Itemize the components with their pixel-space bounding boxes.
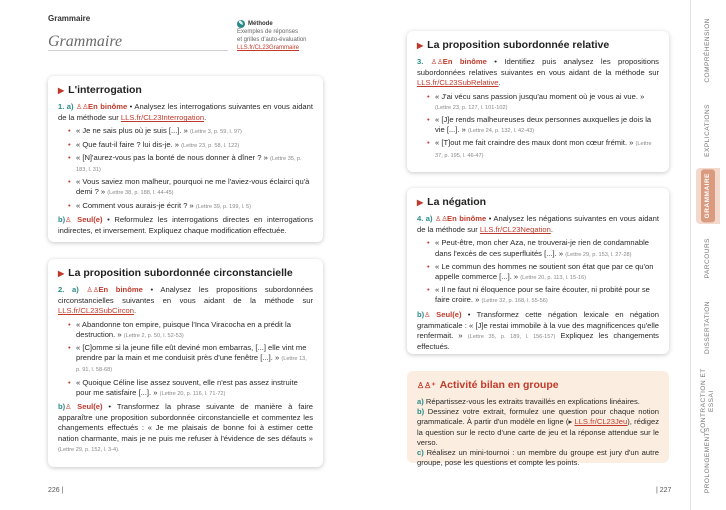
- tab-contraction[interactable]: CONTRACTION ET ESSAI: [700, 368, 715, 434]
- binome-label: En binôme: [442, 57, 487, 66]
- list-item: • « Abandonne ton empire, puisque l'Inca Viracocha en a prédit la destruction. » (Lettre 2, p. 50, l. 52-53): [68, 320, 313, 341]
- question-text: • Analysez les interrogations suivantes en vous aidant de la méthode sur: [58, 102, 313, 123]
- tab-grammaire[interactable]: GRAMMAIRE: [696, 168, 720, 224]
- person-icon: ♙: [65, 216, 72, 224]
- methode-line2: et grilles d'auto-évaluation: [237, 37, 307, 43]
- question-number: 4. a): [417, 214, 433, 223]
- triangle-right-icon: ▶: [58, 85, 65, 95]
- section-title: La négation: [427, 196, 487, 208]
- question-text: • Analysez les négations suivantes en vous aidant de la méthode sur: [417, 214, 659, 235]
- methode-title: Méthode: [248, 21, 273, 27]
- seul-label: Seul(e): [77, 402, 103, 412]
- pair-icon: ♙♙: [76, 104, 89, 111]
- tab-explications[interactable]: EXPLICATIONS: [704, 103, 711, 157]
- question-number: b): [417, 309, 425, 319]
- question-number: 2. a): [58, 285, 79, 294]
- card-bilan: [407, 371, 669, 468]
- tab-parcours[interactable]: PARCOURS: [704, 237, 711, 279]
- section-title: L'interrogation: [68, 84, 142, 96]
- card-relative: ▶ La proposition subordonnée relative 3. ♙♙En binôme • Identifiez puis analysez les propositions subordonnées relatives suivantes en vous aidant de la méthode sur LLS.fr/CL23SubRelative. • « J'ai vécu sans passion jusqu'au moment où je vous ai vue. » (Lettre 23, p. 127, l. 101-102) • « [J]e rends malheureuses deux personnes auxquelles je dois la vie [...]. » (Lettre 24, p. 132, l. 42-43) • « [T]out me fait craindre des maux dont mon cœur frémit. » (Lettre 37, p. 195, l. 46-47): [407, 31, 669, 172]
- seul-label: Seul(e): [436, 309, 462, 319]
- question-number: b): [58, 402, 66, 412]
- card-interrogation: ▶ L'interrogation 1. a) ♙♙En binôme • Analysez les interrogations suivantes en vous aidant de la méthode sur LLS.fr/CL23Interrogation. • « Je ne sais plus où je suis [...]. » (Lettre 3, p. 59, l. 97) • « Que faut-il faire ? lui dis-je. » (Lettre 23, p. 58, l. 122) • « [N]'aurez-vous pas la bonté de nous donner à dîner ? » (Lettre 35, p. 183, l. 31) • « Vous saviez mon malheur, pourquoi ne me l'aviez-vous éclairci qu'à demi ? » (Lettre 38, p. 188, l. 44-45) • « Comment vous aurais-je écrit ? » (Lettre 39, p. 199, l. 5) b)♙ Seul(e) • Reformulez les interrogations directes en interrogations indirectes, et inversement. Expliquez chaque modification effectuée.: [48, 76, 323, 242]
- page-title: Grammaire: [48, 33, 123, 50]
- list-item: • « Comment vous aurais-je écrit ? » (Lettre 39, p. 199, l. 5): [68, 201, 313, 212]
- question-text-end: Expliquez les changements effectués.: [417, 331, 659, 352]
- page-number-left: 226 |: [48, 487, 64, 494]
- page-number-right: | 227: [656, 487, 672, 494]
- triangle-right-icon: ▶: [58, 268, 65, 278]
- list-item: • « Vous saviez mon malheur, pourquoi ne me l'aviez-vous éclairci qu'à demi ? » (Lettre 38, p. 188, l. 44-45): [68, 177, 313, 198]
- item-letter: a): [417, 397, 424, 406]
- list-item: • « [C]omme si la jeune fille eût deviné mon embarras, [...] elle vint me prendre par la main et me conduisit près d'une fenêtre [...]. » (Lettre 13, p. 91, l. 58-68): [68, 343, 313, 376]
- list-item: • « Il ne faut ni éloquence pour se faire écouter, ni probité pour se faire croire. » (Lettre 32, p. 168, l. 55-56): [427, 285, 659, 306]
- question-text: • Transformez cette négation lexicale en négation grammaticale : « [J]e restai immobile à la vue des magnificences qu'elle renfermait. »: [417, 309, 659, 341]
- list-item: • « Quoique Céline lise assez souvent, elle n'est pas assez instruite pour me satisfaire [...]. » (Lettre 20, p. 116, l. 71-72): [68, 378, 313, 399]
- negation-link[interactable]: LLS.fr/CL23Negation: [479, 225, 551, 235]
- reference: (Lettre 29, p. 152, l. 3-4).: [58, 446, 120, 453]
- example-list: [68, 320, 313, 399]
- card-negation: ▶ La négation 4. a) ♙♙En binôme • Analysez les négations suivantes en vous aidant de la méthode sur LLS.fr/CL23Negation. • « Peut-être, mon cher Aza, ne trouverai-je rien de condamnable dans l'excès de ces superfluités [...]. » (Lettre 29, p. 153, l. 27-28) • « Le commun des hommes ne soutient son état que par ce qu'on appelle commerce [...]. » (Lettre 20, p. 113, l. 15-16) • « Il ne faut ni éloquence pour se faire écouter, ni probité pour se faire croire. » (Lettre 32, p. 168, l. 55-56) b)♙ Seul(e) • Transformez cette négation lexicale en négation grammaticale : « [J]e restai immobile à la vue des magnificences qu'elle renfermait. » (Lettre 35, p. 189, l. 156-157) Expliquez les changements effectués.: [407, 188, 669, 354]
- section-label: Grammaire: [48, 14, 91, 23]
- list-item: • « Le commun des hommes ne soutient son état que par ce qu'on appelle commerce [...]. » (Lettre 20, p. 113, l. 15-16): [427, 262, 659, 283]
- question-text: • Reformulez les interrogations directes en interrogations indirectes, et inversement. Expliquez chaque modification effectuée.: [58, 214, 313, 236]
- methode-box: [237, 20, 327, 52]
- tab-dissertation[interactable]: DISSERTATION: [704, 300, 711, 354]
- pair-icon: ♙♙: [435, 216, 448, 223]
- binome-label: En binôme: [98, 285, 143, 294]
- seul-label: Seul(e): [77, 214, 103, 224]
- list-item: • « Je ne sais plus où je suis [...]. » (Lettre 3, p. 59, l. 97): [68, 126, 313, 137]
- tab-prolongements[interactable]: PROLONGEMENTS: [704, 426, 711, 494]
- methode-link[interactable]: LLS.fr/CL23Grammaire: [237, 45, 300, 51]
- binome-label: En binôme: [88, 102, 128, 111]
- interrogation-link[interactable]: LLS.fr/CL23Interrogation: [120, 113, 205, 123]
- list-item: • « J'ai vécu sans passion jusqu'au moment où je vous ai vue. » (Lettre 23, p. 127, l. 101-102): [427, 92, 659, 113]
- card-circonstancielle: ▶ La proposition subordonnée circonstancielle 2. a) ♙♙En binôme • Analysez les propositions subordonnées circonstancielles suivantes en vous aidant de la méthode sur LLS.fr/CL23SubCircon. • « Abandonne ton empire, puisque l'Inca Viracocha en a prédit la destruction. » (Lettre 2, p. 50, l. 52-53) • « [C]omme si la jeune fille eût deviné mon embarras, [...] elle vint me prendre par la main et me conduisit près d'une fenêtre [...]. » (Lettre 13, p. 91, l. 58-68) • « Quoique Céline lise assez souvent, elle n'est pas assez instruite pour me satisfaire [...]. » (Lettre 20, p. 116, l. 71-72) b)♙ Seul(e) • Transformez la phrase suivante de manière à faire apparaître une proposition subordonnée circonstancielle et commentez les changements effectués : « Je me plaisais de bonne foi à estimer cette nation charmante, mais je ne puis me refuser à l'évidence de ses défauts » (Lettre 29, p. 152, l. 3-4).: [48, 259, 323, 467]
- person-icon: ♙: [424, 311, 431, 319]
- reference: (Lettre 35, p. 189, l. 156-157): [467, 334, 556, 341]
- example-list: [427, 238, 659, 306]
- pencil-icon: ✎: [238, 21, 244, 27]
- question-text: • Analysez les propositions subordonnées circonstancielles suivantes en vous aidant de la méthode sur: [58, 285, 313, 306]
- list-item: • « [T]out me fait craindre des maux dont mon cœur frémit. » (Lettre 37, p. 195, l. 46-47): [427, 138, 659, 160]
- bilan-c: Réalisez un mini-tournoi : un membre du groupe est jury d'un autre groupe, pose les questions et compte les points.: [417, 448, 659, 468]
- bilan-a: Répartissez-vous les extraits travaillés en explications linéaires.: [425, 397, 640, 406]
- question-text: • Transformez la phrase suivante de manière à faire apparaître une proposition subordonnée circonstancielle et commentez les changements effectués : « Je me plaisais de bonne foi à estimer cette nation charmante, mais je ne puis me refuser à l'évidence de ses défauts »: [58, 402, 313, 443]
- item-letter: c): [417, 448, 424, 458]
- section-title: Activité bilan en groupe: [439, 379, 559, 391]
- relative-link[interactable]: LLS.fr/CL23SubRelative: [417, 78, 499, 88]
- sidebar: [690, 0, 726, 510]
- binome-label: En binôme: [447, 214, 487, 223]
- jeu-link[interactable]: LLS.fr/CL23Jeu: [574, 417, 628, 427]
- question-number: 3.: [417, 57, 424, 66]
- list-item: • « Peut-être, mon cher Aza, ne trouverai-je rien de condamnable dans l'excès de ces superfluités [...]. » (Lettre 29, p. 153, l. 27-28): [427, 238, 659, 259]
- triangle-right-icon: ▶: [417, 40, 424, 50]
- pair-icon: ♙♙: [86, 287, 99, 294]
- item-letter: b): [417, 407, 425, 417]
- bilan-b-end: ), rédigez la question sur le recto d'une carte de jeu et la réponse attendue sur le verso.: [417, 417, 659, 447]
- tab-comprehension[interactable]: COMPRÉHENSION: [704, 17, 711, 83]
- example-list: [427, 92, 659, 161]
- bilan-b: Dessinez votre extrait, formulez une question pour chaque notion grammaticale. À partir d'un modèle en ligne (▸: [417, 407, 659, 427]
- section-title: La proposition subordonnée relative: [427, 39, 610, 51]
- section-title: La proposition subordonnée circonstancielle: [68, 267, 293, 279]
- question-number: 1. a): [58, 102, 74, 111]
- list-item: • « Que faut-il faire ? lui dis-je. » (Lettre 23, p. 58, l. 122): [68, 140, 313, 151]
- question-number: b): [58, 214, 66, 224]
- example-list: [68, 126, 313, 211]
- title-rule: [48, 50, 228, 51]
- question-text: • Identifiez puis analysez les propositions subordonnées relatives suivantes en vous aidant de la méthode sur: [417, 57, 659, 78]
- methode-line1: Exemples de réponses: [237, 29, 299, 35]
- pair-icon: ♙♙: [430, 59, 444, 66]
- list-item: • « [N]'aurez-vous pas la bonté de nous donner à dîner ? » (Lettre 35, p. 183, l. 31): [68, 153, 313, 175]
- list-item: • « [J]e rends malheureuses deux personnes auxquelles je dois la vie [...]. » (Lettre 24, p. 132, l. 42-43): [427, 115, 659, 136]
- group-icon: ♙♙⁺: [417, 380, 436, 390]
- triangle-right-icon: ▶: [417, 197, 424, 207]
- person-icon: ♙: [65, 404, 72, 412]
- circonstancielle-link[interactable]: LLS.fr/CL23SubCircon: [58, 306, 134, 316]
